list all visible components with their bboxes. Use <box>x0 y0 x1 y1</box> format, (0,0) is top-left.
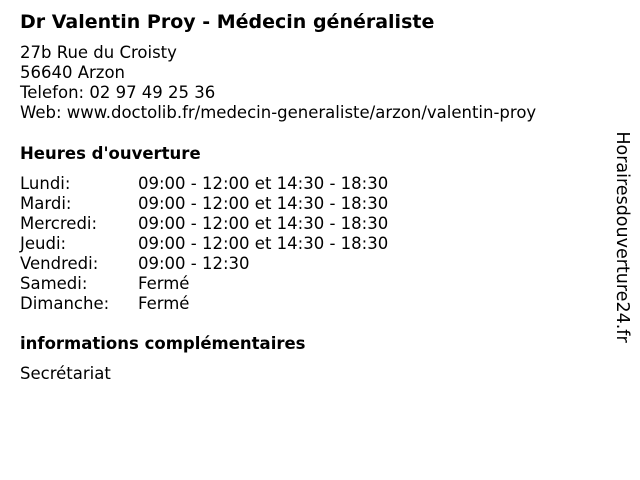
time-value: 09:00 - 12:00 et 14:30 - 18:30 <box>138 174 389 193</box>
day-label: Jeudi: <box>20 234 67 253</box>
time-value: 09:00 - 12:00 et 14:30 - 18:30 <box>138 234 389 253</box>
website-url: Web: www.doctolib.fr/medecin-generaliste/arzon/valentin-proy <box>20 103 537 122</box>
additional-info-text: Secrétariat <box>20 364 111 383</box>
time-value: Fermé <box>138 274 190 293</box>
additional-info-heading: informations complémentaires <box>20 334 306 353</box>
day-label: Mardi: <box>20 194 72 213</box>
day-label: Samedi: <box>20 274 88 293</box>
day-label: Lundi: <box>20 174 71 193</box>
address-street: 27b Rue du Croisty <box>20 43 177 62</box>
day-label: Dimanche: <box>20 294 110 313</box>
day-label: Vendredi: <box>20 254 99 273</box>
time-value: 09:00 - 12:00 et 14:30 - 18:30 <box>138 194 389 213</box>
address-block <box>20 43 536 123</box>
time-value: Fermé <box>138 294 190 313</box>
time-value: 09:00 - 12:00 et 14:30 - 18:30 <box>138 214 389 233</box>
address-city: 56640 Arzon <box>20 63 126 82</box>
day-label: Mercredi: <box>20 214 98 233</box>
opening-hours-heading: Heures d'ouverture <box>20 144 201 163</box>
site-watermark: Horairesdouverture24.fr <box>612 131 632 343</box>
page-title: Dr Valentin Proy - Médecin généraliste <box>20 11 435 33</box>
phone-number: Telefon: 02 97 49 25 36 <box>20 83 216 102</box>
time-value: 09:00 - 12:30 <box>138 254 250 273</box>
